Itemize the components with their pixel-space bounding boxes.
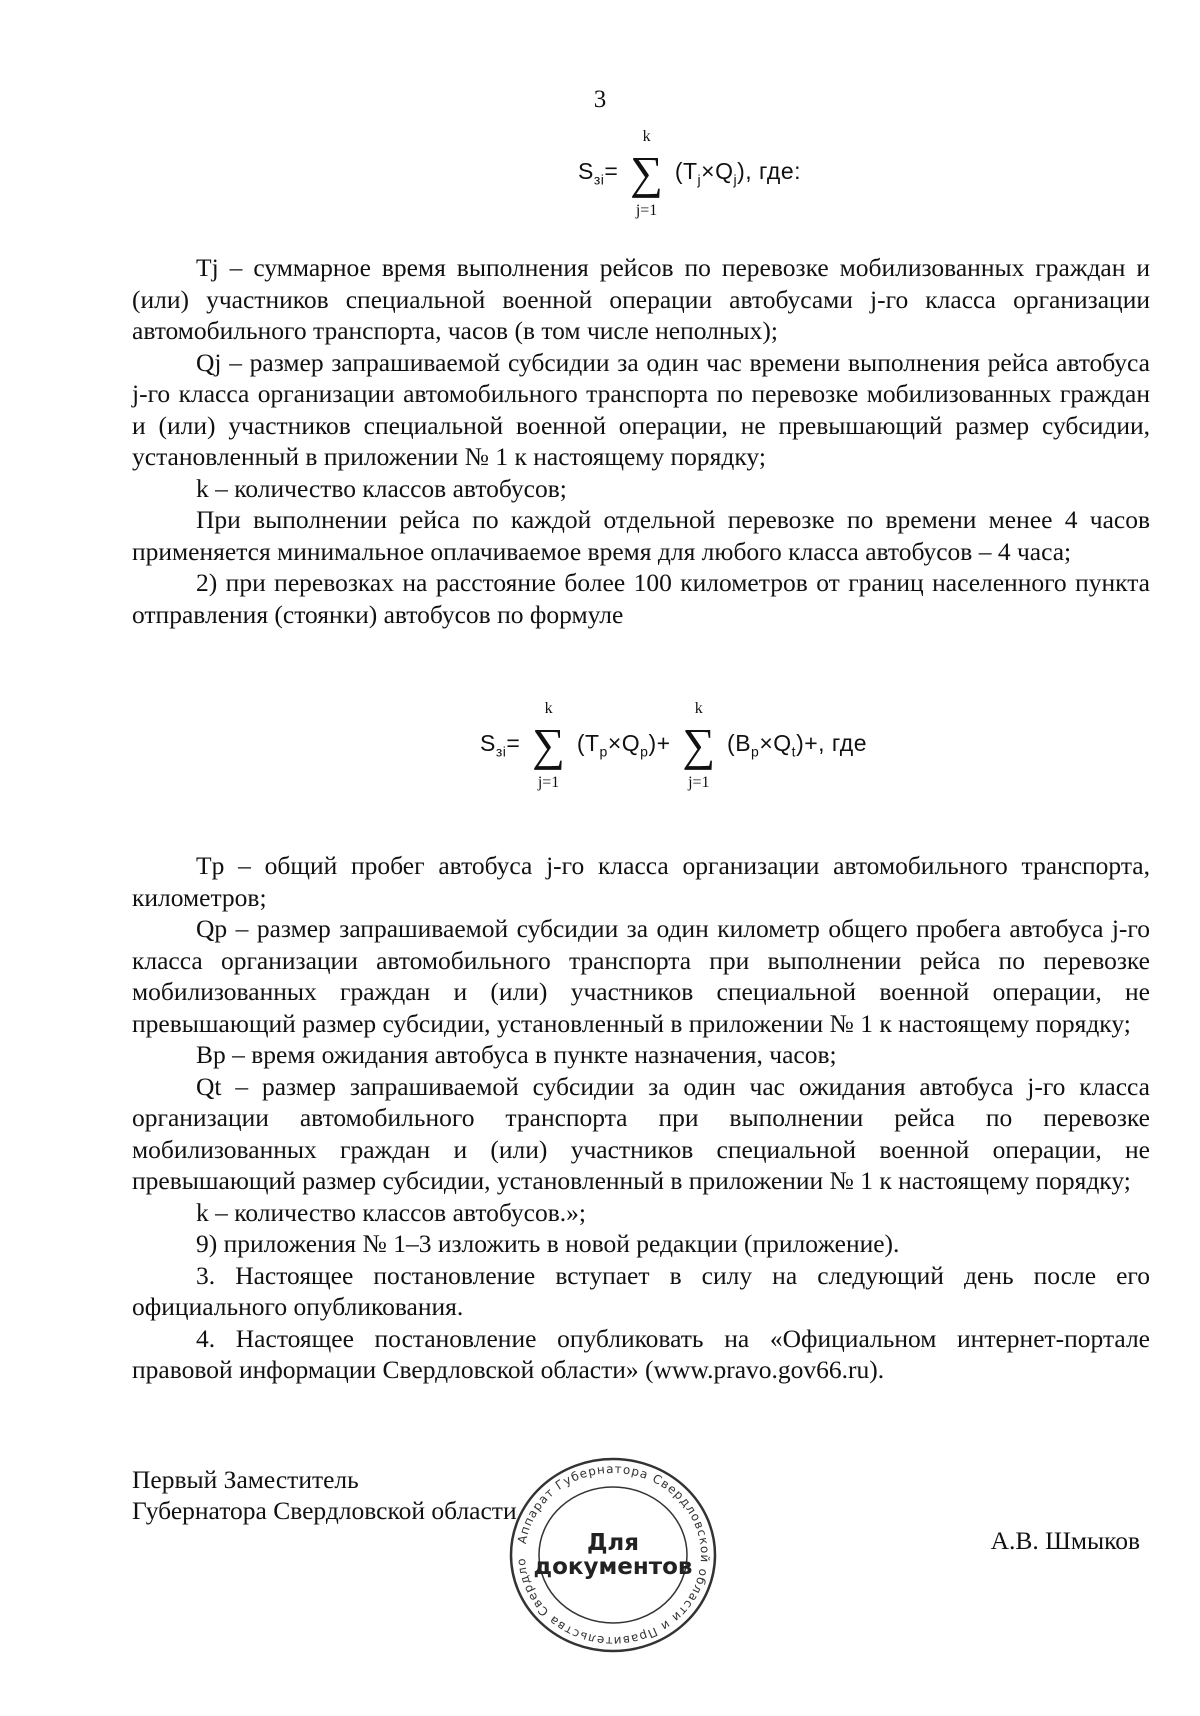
summation-symbol: k ∑ j=1 [682, 700, 716, 791]
formula-time-based [578, 128, 802, 219]
paragraph: При выполнении рейса по каждой отдельной перевозке по времени менее 4 часов применяется минимальное оплачиваемое время для любого класса автобусов – 4 часа; [132, 505, 1150, 566]
paragraph: Qp – размер запрашиваемой субсидии за один километр общего пробега автобуса j-го класса организации автомобильного транспорта при выполнении рейса по перевозке мобилизованных граждан и (или) участников специальной военной операции, не превышающий размер субсидии, установленный в приложении № 1 к настоящему порядку; [132, 914, 1150, 1038]
formula-term-2: $(B_p\times Q_t)+$, где [727, 730, 868, 760]
summation-symbol: k ∑ j=1 [630, 128, 663, 219]
formula-lhs: $S_{зi}=$ [480, 730, 521, 760]
paragraph: 3. Настоящее постановление вступает в силу на следующий день после его официального опубликования. [132, 1260, 1150, 1321]
page-number: 3 [593, 86, 607, 113]
stamp-label-line-2: документов [533, 1554, 693, 1580]
signatory-title-line-2: Губернатора Свердловской области [132, 1496, 517, 1525]
paragraph: Qt – размер запрашиваемой субсидии за один час ожидания автобуса j-го класса организации автомобильного транспорта при выполнении рейса по перевозке мобилизованных граждан и (или) участников специальной военной операции, не превышающий размер субсидии, установленный в приложении № 1 к настоящему порядку; [132, 1071, 1150, 1195]
paragraph: Tp – общий пробег автобуса j-го класса организации автомобильного транспорта, километров; [132, 851, 1150, 912]
formula-lhs: $S_{зi}=$ [578, 158, 619, 188]
signatory-title-line-1: Первый Заместитель [132, 1465, 359, 1494]
signatory-title [132, 1464, 517, 1526]
paragraph: Tj – суммарное время выполнения рейсов по перевозке мобилизованных граждан и (или) участников специальной военной операции автобусами j-го класса организации автомобильного транспорта, часов (в том числе неполных); [132, 253, 1150, 345]
stamp-label-line-1: Для [586, 1530, 640, 1556]
summation-symbol: k ∑ j=1 [532, 700, 565, 791]
paragraph: Qj – размер запрашиваемой субсидии за один час времени выполнения рейса автобуса j-го класса организации автомобильного транспорта по перевозке мобилизованных граждан и (или) участников специальной военной операции, не превышающий размер субсидии, установленный в приложении № 1 к настоящему порядку; [132, 347, 1150, 471]
paragraph: 9) приложения № 1–3 изложить в новой редакции (приложение). [196, 1229, 900, 1258]
stamp-ring-text: Аппарат Губернатора Свердловской области и Правительства Свердло [513, 1461, 713, 1649]
signatory-name: А.В. Шмыков [990, 1526, 1140, 1555]
paragraph: 2) при перевозках на расстояние более 100 километров от границ населенного пункта отправления (стоянки) автобусов по формуле [132, 568, 1150, 629]
paragraph: Bp – время ожидания автобуса в пункте назначения, часов; [196, 1040, 837, 1069]
definitions-block-2 [132, 850, 1150, 1386]
official-stamp [507, 1455, 719, 1655]
paragraph: k – количество классов автобусов.»; [196, 1197, 586, 1227]
paragraph: k – количество классов автобусов; [196, 473, 567, 503]
paragraph: 4. Настоящее постановление опубликовать на «Официальном интернет-портале правовой информации Свердловской области» (www.pravo.gov66.ru). [132, 1323, 1150, 1384]
definitions-block-1 [132, 252, 1150, 630]
formula-distance-based [480, 700, 868, 791]
formula-body: $(T_j\times Q_j)$, где: [674, 158, 802, 188]
formula-term-1: $(T_p\times Q_p)+$ [576, 730, 671, 760]
